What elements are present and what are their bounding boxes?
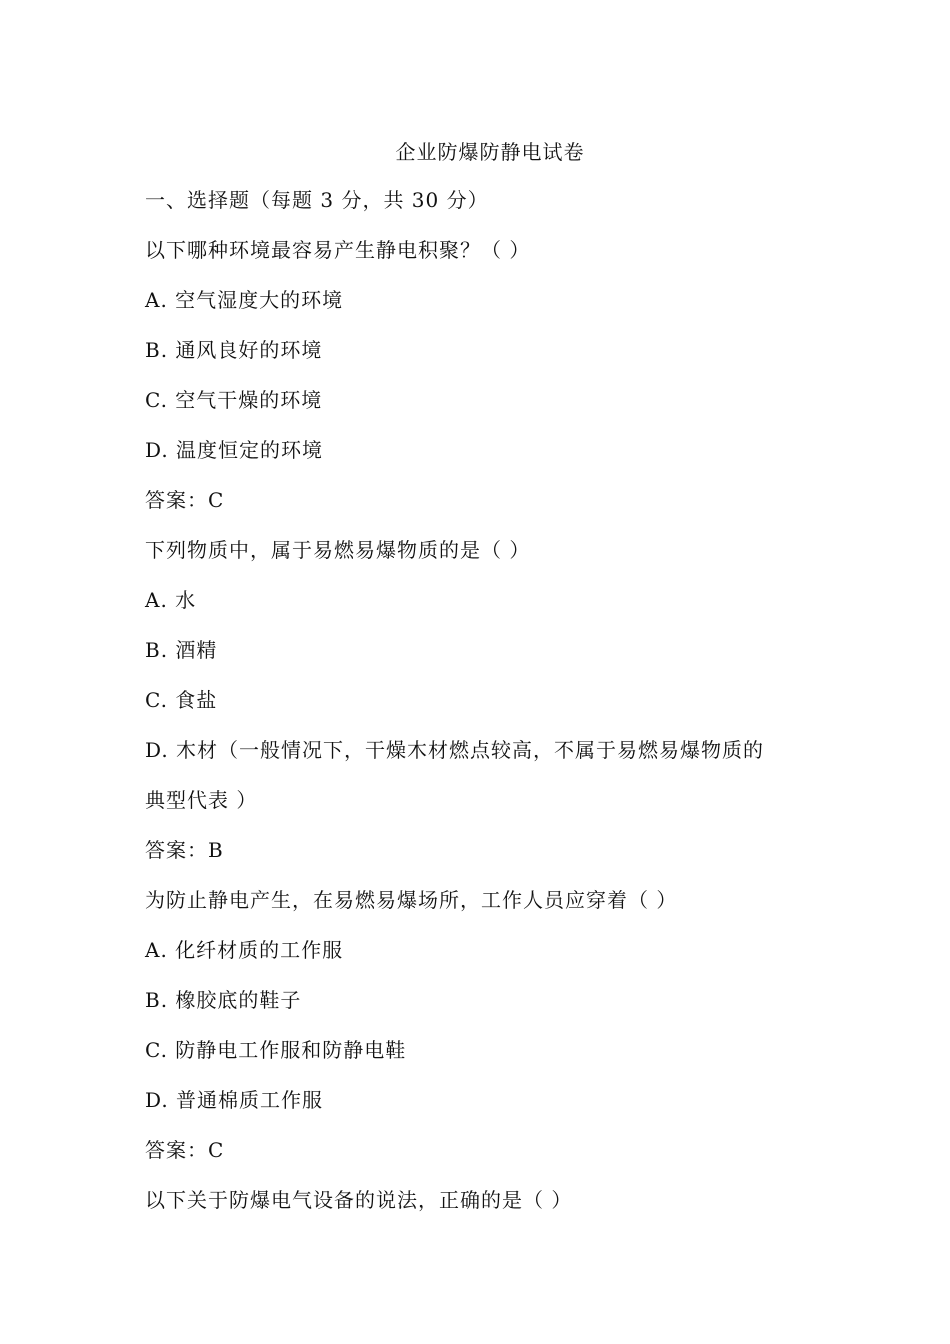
q1-option-b: B. 通风良好的环境 — [145, 338, 323, 362]
q3-option-a: A. 化纤材质的工作服 — [145, 938, 344, 962]
q3-option-b: B. 橡胶底的鞋子 — [145, 988, 302, 1012]
section-heading: 一、选择题（每题 3 分，共 30 分） — [145, 188, 489, 212]
question-1: 以下哪种环境最容易产生静电积聚？（ ） — [145, 238, 531, 262]
question-4: 以下关于防爆电气设备的说法，正确的是（ ） — [145, 1188, 573, 1212]
question-3: 为防止静电产生，在易燃易爆场所，工作人员应穿着（ ） — [145, 888, 678, 912]
q2-answer: 答案：B — [145, 838, 224, 862]
q1-answer: 答案：C — [145, 488, 225, 512]
q1-option-a: A. 空气湿度大的环境 — [145, 288, 344, 312]
q2-option-c: C. 食盐 — [145, 688, 218, 712]
page-title: 企业防爆防静电试卷 — [395, 140, 585, 164]
q2-option-b: B. 酒精 — [145, 638, 218, 662]
q2-option-d: D. 木材（一般情况下，干燥木材燃点较高，不属于易燃易爆物质的 — [145, 738, 765, 762]
q3-answer: 答案：C — [145, 1138, 225, 1162]
q1-option-d: D. 温度恒定的环境 — [145, 438, 324, 462]
q2-option-d-continued: 典型代表 ） — [145, 788, 258, 812]
q1-option-c: C. 空气干燥的环境 — [145, 388, 323, 412]
q2-option-a: A. 水 — [145, 588, 197, 612]
question-2: 下列物质中，属于易燃易爆物质的是（ ） — [145, 538, 531, 562]
q3-option-d: D. 普通棉质工作服 — [145, 1088, 324, 1112]
q3-option-c: C. 防静电工作服和防静电鞋 — [145, 1038, 407, 1062]
